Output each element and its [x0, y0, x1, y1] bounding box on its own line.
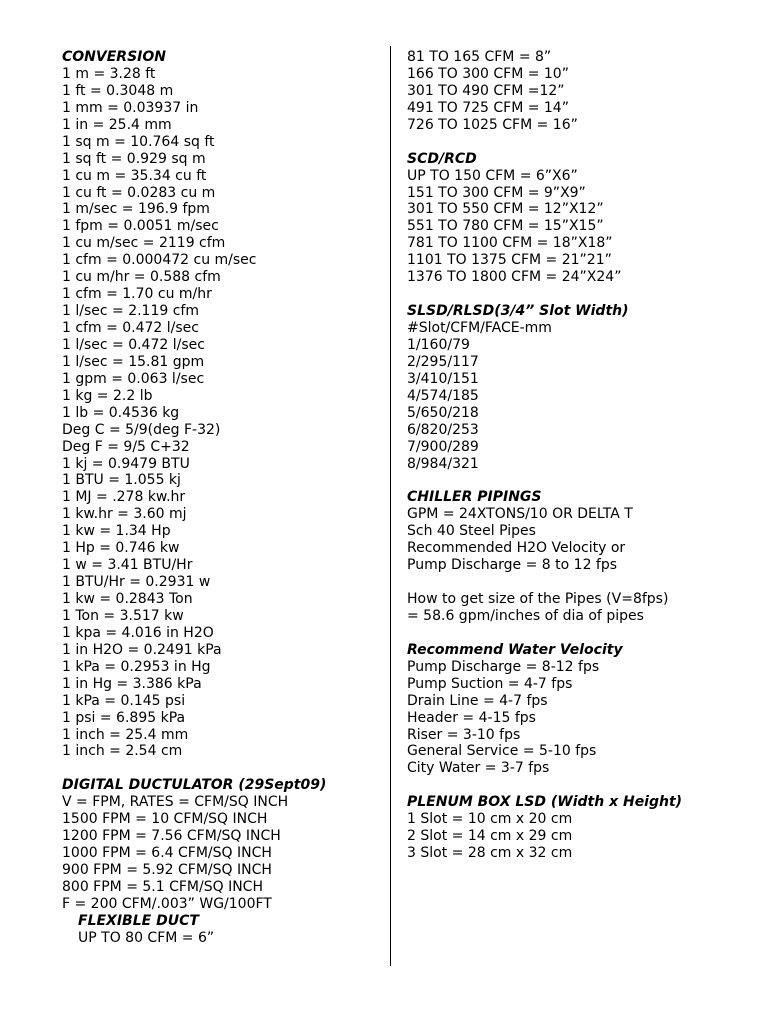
right-column: [407, 49, 727, 862]
list-item: Deg C = 5/9(deg F-32): [62, 421, 221, 438]
chiller-pipings-list: [407, 506, 727, 574]
pipe-size-list: [407, 591, 727, 625]
list-item: 800 FPM = 5.1 CFM/SQ INCH: [62, 878, 263, 895]
list-item: 7/900/289: [407, 438, 479, 455]
ductulator-list: [62, 794, 382, 913]
list-item: 5/650/218: [407, 404, 479, 421]
slsd-rlsd-heading: SLSD/RLSD(3/4” Slot Width): [407, 303, 629, 320]
list-item: How to get size of the Pipes (V=8fps): [407, 591, 669, 607]
list-item: 2/295/117: [407, 353, 479, 370]
spacer: [62, 760, 382, 777]
list-item: 1 Ton = 3.517 kw: [62, 607, 184, 624]
list-item: 1500 FPM = 10 CFM/SQ INCH: [62, 811, 268, 828]
list-item: General Service = 5-10 fps: [407, 743, 597, 760]
list-item: Header = 4-15 fps: [407, 709, 536, 726]
list-item: 2 Slot = 14 cm x 29 cm: [407, 828, 573, 845]
list-item: 1 cu m/sec = 2119 cfm: [62, 235, 226, 252]
list-item: 1 inch = 2.54 cm: [62, 743, 183, 760]
list-item: #Slot/CFM/FACE-mm: [407, 320, 552, 336]
list-item: 1 in Hg = 3.386 kPa: [62, 675, 202, 692]
list-item: Pump Discharge = 8-12 fps: [407, 658, 600, 675]
column-divider: [390, 46, 391, 966]
list-item: 1 kg = 2.2 lb: [62, 387, 153, 404]
flexible-duct-heading: FLEXIBLE DUCT: [78, 912, 199, 929]
list-item: 1 w = 3.41 BTU/Hr: [62, 557, 193, 574]
ductulator-heading: DIGITAL DUCTULATOR (29Sept09): [62, 777, 327, 794]
list-item: 1 in = 25.4 mm: [62, 116, 172, 133]
list-item: 1 sq ft = 0.929 sq m: [62, 150, 206, 167]
list-item: 1 cu m = 35.34 cu ft: [62, 167, 207, 184]
list-item: 6/820/253: [407, 421, 479, 438]
list-item: = 58.6 gpm/inches of dia of pipes: [407, 607, 644, 624]
scd-rcd-list: [407, 168, 727, 287]
list-item: Drain Line = 4-7 fps: [407, 692, 548, 709]
list-item: V = FPM, RATES = CFM/SQ INCH: [62, 794, 289, 811]
list-item: 1 BTU/Hr = 0.2931 w: [62, 574, 211, 591]
list-item: 1 kj = 0.9479 BTU: [62, 455, 190, 472]
list-item: 81 TO 165 CFM = 8”: [407, 49, 552, 65]
list-item: 301 TO 550 CFM = 12”X12”: [407, 201, 604, 218]
list-item: 1 lb = 0.4536 kg: [62, 404, 180, 421]
water-velocity-heading: Recommend Water Velocity: [407, 641, 623, 658]
list-item: UP TO 150 CFM = 6”X6”: [407, 167, 578, 184]
list-item: 1 cfm = 0.000472 cu m/sec: [62, 252, 257, 269]
chiller-pipings-heading: CHILLER PIPINGS: [407, 489, 542, 506]
list-item: 1 fpm = 0.0051 m/sec: [62, 218, 219, 235]
list-item: 1 ft = 0.3048 m: [62, 82, 174, 99]
list-item: 1 gpm = 0.063 l/sec: [62, 370, 205, 387]
list-item: 4/574/185: [407, 387, 479, 404]
conversion-heading: CONVERSION: [62, 49, 166, 65]
list-item: City Water = 3-7 fps: [407, 760, 550, 777]
list-item: 1 Hp = 0.746 kw: [62, 540, 180, 557]
list-item: 1 BTU = 1.055 kj: [62, 472, 181, 489]
list-item: 1 psi = 6.895 kPa: [62, 709, 186, 726]
list-item: 1 kPa = 0.2953 in Hg: [62, 658, 211, 675]
list-item: 491 TO 725 CFM = 14”: [407, 99, 569, 116]
flexible-duct-list: [62, 930, 382, 947]
list-item: 1101 TO 1375 CFM = 21”21”: [407, 252, 612, 269]
list-item: Recommended H2O Velocity or: [407, 540, 626, 557]
list-item: 1/160/79: [407, 336, 470, 353]
list-item: 1 in H2O = 0.2491 kPa: [62, 641, 222, 658]
list-item: 1 cfm = 1.70 cu m/hr: [62, 286, 212, 303]
list-item: 1 l/sec = 2.119 cfm: [62, 303, 199, 320]
list-item: 1 MJ = .278 kw.hr: [62, 489, 186, 506]
water-velocity-list: [407, 659, 727, 778]
list-item: 1 sq m = 10.764 sq ft: [62, 133, 215, 150]
left-column: [62, 49, 382, 947]
list-item: 1 l/sec = 15.81 gpm: [62, 353, 205, 370]
list-item: 1 kw = 1.34 Hp: [62, 523, 171, 540]
list-item: 726 TO 1025 CFM = 16”: [407, 116, 578, 133]
spacer: [407, 777, 727, 794]
list-item: GPM = 24XTONS/10 OR DELTA T: [407, 506, 633, 523]
list-item: 1 l/sec = 0.472 l/sec: [62, 336, 205, 353]
spacer: [407, 286, 727, 303]
list-item: 301 TO 490 CFM =12”: [407, 82, 565, 99]
list-item: 1000 FPM = 6.4 CFM/SQ INCH: [62, 845, 272, 862]
list-item: 1 cfm = 0.472 l/sec: [62, 320, 199, 336]
spacer: [407, 625, 727, 642]
list-item: 1 cu m/hr = 0.588 cfm: [62, 269, 221, 286]
scd-rcd-heading: SCD/RCD: [407, 150, 477, 167]
list-item: 1 Slot = 10 cm x 20 cm: [407, 811, 573, 828]
list-item: 1 inch = 25.4 mm: [62, 726, 189, 743]
list-item: Sch 40 Steel Pipes: [407, 523, 536, 540]
list-item: 3 Slot = 28 cm x 32 cm: [407, 845, 573, 862]
list-item: 551 TO 780 CFM = 15”X15”: [407, 218, 604, 235]
slsd-rlsd-list: [407, 320, 727, 472]
list-item: Deg F = 9/5 C+32: [62, 438, 190, 455]
list-item: 1 kPa = 0.145 psi: [62, 692, 186, 709]
list-item: 1 m = 3.28 ft: [62, 65, 156, 82]
list-item: 1 kw.hr = 3.60 mj: [62, 506, 187, 523]
plenum-box-list: [407, 811, 727, 862]
spacer: [407, 472, 727, 489]
conversion-list: [62, 66, 382, 760]
list-item: 8/984/321: [407, 455, 479, 472]
list-item: 1 kpa = 4.016 in H2O: [62, 624, 214, 641]
list-item: 1 kw = 0.2843 Ton: [62, 591, 193, 607]
list-item: Riser = 3-10 fps: [407, 726, 521, 743]
spacer: [407, 574, 727, 591]
list-item: 1376 TO 1800 CFM = 24”X24”: [407, 269, 622, 286]
list-item: 1 cu ft = 0.0283 cu m: [62, 184, 216, 201]
list-item: 900 FPM = 5.92 CFM/SQ INCH: [62, 862, 272, 878]
list-item: 781 TO 1100 CFM = 18”X18”: [407, 235, 613, 252]
list-item: UP TO 80 CFM = 6”: [78, 929, 215, 946]
list-item: 1200 FPM = 7.56 CFM/SQ INCH: [62, 828, 281, 845]
list-item: Pump Suction = 4-7 fps: [407, 675, 573, 692]
flexible-duct-continued-list: [407, 49, 727, 134]
list-item: 3/410/151: [407, 370, 479, 387]
list-item: 151 TO 300 CFM = 9”X9”: [407, 184, 586, 201]
list-item: 1 mm = 0.03937 in: [62, 99, 199, 116]
spacer: [407, 134, 727, 151]
list-item: F = 200 CFM/.003” WG/100FT: [62, 895, 272, 912]
list-item: Pump Discharge = 8 to 12 fps: [407, 557, 618, 574]
plenum-box-heading: PLENUM BOX LSD (Width x Height): [407, 794, 683, 811]
list-item: 1 m/sec = 196.9 fpm: [62, 201, 210, 218]
list-item: 166 TO 300 CFM = 10”: [407, 65, 569, 82]
